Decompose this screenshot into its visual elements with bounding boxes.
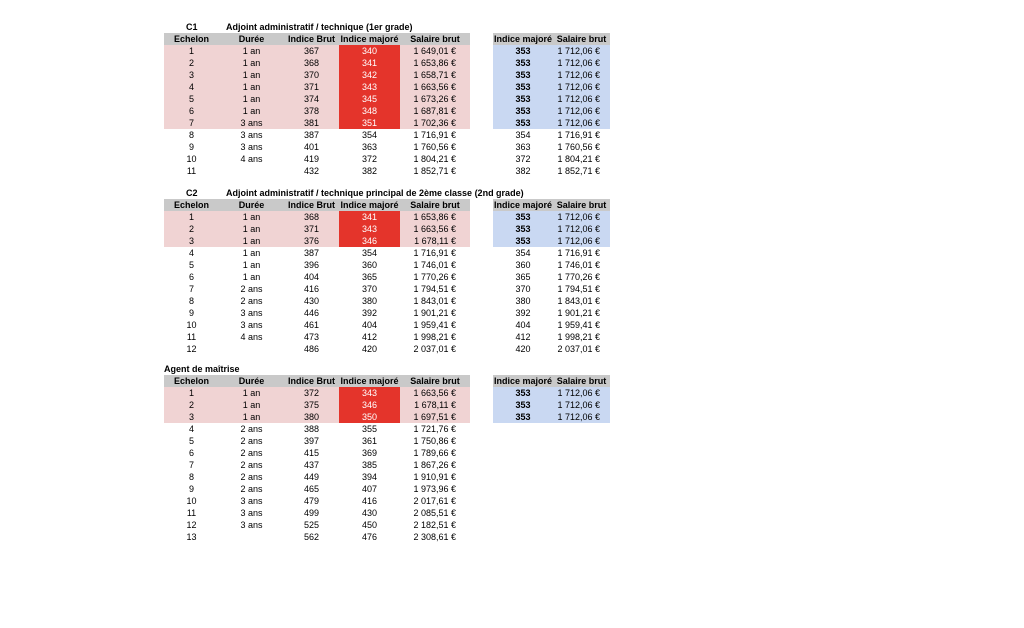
column-header-duree: Durée (219, 199, 284, 211)
cell-brut: 375 (284, 399, 339, 411)
table-row (0, 319, 1024, 331)
cell-duree: 1 an (219, 81, 284, 93)
table-row (0, 295, 1024, 307)
side-cell-majore: 420 (515, 344, 531, 354)
cell-salaire: 1 678,11 € (400, 235, 470, 247)
cell-brut: 499 (303, 508, 320, 518)
side-cell-salaire: 1 760,56 € (557, 142, 600, 152)
table-row (0, 165, 1024, 177)
cell-echelon: 3 (164, 235, 219, 247)
side-cell-majore: 365 (515, 272, 531, 282)
grade-code: C2 (186, 188, 198, 198)
cell-echelon: 5 (188, 436, 194, 446)
column-header-duree: Durée (219, 375, 284, 387)
cell-majore: 385 (361, 460, 378, 470)
cell-salaire: 1 843,01 € (413, 296, 456, 306)
cell-echelon: 12 (186, 520, 197, 530)
side-cell-salaire: 1 712,06 € (553, 81, 610, 93)
cell-salaire: 1 673,26 € (400, 93, 470, 105)
cell-majore: 382 (361, 166, 378, 176)
cell-echelon: 10 (186, 320, 197, 330)
side-cell-majore: 392 (515, 308, 531, 318)
cell-majore: 450 (361, 520, 378, 530)
side-cell-majore: 353 (493, 69, 553, 81)
cell-brut: 415 (303, 448, 320, 458)
cell-brut: 380 (284, 411, 339, 423)
table-row (0, 307, 1024, 319)
side-cell-majore: 360 (515, 260, 531, 270)
cell-echelon: 6 (188, 448, 194, 458)
column-header-brut: Indice Brut (284, 199, 339, 211)
cell-brut: 388 (303, 424, 320, 434)
cell-salaire: 1 663,56 € (400, 81, 470, 93)
cell-majore: 412 (361, 332, 378, 342)
cell-majore: 365 (361, 272, 378, 282)
cell-echelon: 2 (164, 399, 219, 411)
cell-salaire: 1 702,36 € (400, 117, 470, 129)
cell-brut: 416 (303, 284, 320, 294)
column-header-echelon: Echelon (164, 199, 219, 211)
cell-salaire: 1 867,26 € (413, 460, 456, 470)
cell-duree: 1 an (219, 235, 284, 247)
table-row (0, 507, 1024, 519)
table-row (0, 411, 1024, 423)
column-header-duree: Durée (219, 33, 284, 45)
cell-echelon: 7 (188, 284, 194, 294)
table-row (0, 531, 1024, 543)
side-column-header-majore: Indice majoré (493, 34, 553, 44)
cell-echelon: 11 (186, 508, 197, 518)
cell-brut: 562 (303, 532, 320, 542)
side-cell-salaire: 1 712,06 € (553, 117, 610, 129)
cell-echelon: 1 (164, 211, 219, 223)
table-row (0, 459, 1024, 471)
side-cell-majore: 353 (493, 223, 553, 235)
cell-salaire: 2 308,61 € (413, 532, 456, 542)
cell-brut: 371 (284, 81, 339, 93)
cell-echelon: 9 (188, 142, 194, 152)
table-row (0, 247, 1024, 259)
cell-brut: 432 (303, 166, 320, 176)
cell-brut: 378 (284, 105, 339, 117)
side-cell-majore: 353 (493, 387, 553, 399)
cell-majore: 420 (361, 344, 378, 354)
side-cell-majore: 354 (515, 130, 531, 140)
cell-duree: 3 ans (240, 496, 263, 506)
cell-duree: 3 ans (240, 142, 263, 152)
side-cell-majore: 353 (493, 399, 553, 411)
column-header-brut: Indice Brut (284, 33, 339, 45)
cell-salaire: 1 804,21 € (413, 154, 456, 164)
cell-echelon: 7 (188, 460, 194, 470)
side-cell-salaire: 1 712,06 € (553, 93, 610, 105)
cell-duree: 1 an (219, 45, 284, 57)
cell-brut: 525 (303, 520, 320, 530)
cell-brut: 368 (284, 57, 339, 69)
side-cell-majore: 353 (493, 57, 553, 69)
cell-majore: 343 (339, 387, 400, 399)
cell-brut: 446 (303, 308, 320, 318)
cell-majore: 380 (361, 296, 378, 306)
cell-duree: 1 an (242, 248, 261, 258)
cell-echelon: 11 (186, 332, 197, 342)
side-cell-salaire: 1 901,21 € (557, 308, 600, 318)
cell-salaire: 1 770,26 € (413, 272, 456, 282)
table-row (0, 495, 1024, 507)
side-cell-salaire: 1 712,06 € (553, 399, 610, 411)
cell-duree: 2 ans (240, 448, 263, 458)
cell-duree: 1 an (242, 260, 261, 270)
cell-brut: 371 (284, 223, 339, 235)
cell-majore: 372 (361, 154, 378, 164)
cell-salaire: 1 687,81 € (400, 105, 470, 117)
cell-echelon: 8 (188, 472, 194, 482)
cell-duree: 1 an (219, 399, 284, 411)
cell-salaire: 1 658,71 € (400, 69, 470, 81)
table-header (0, 199, 1024, 211)
cell-duree: 3 ans (240, 308, 263, 318)
cell-duree: 1 an (219, 69, 284, 81)
cell-echelon: 2 (164, 223, 219, 235)
cell-duree: 1 an (219, 223, 284, 235)
table-row (0, 223, 1024, 235)
cell-duree: 4 ans (240, 332, 263, 342)
cell-echelon: 13 (186, 532, 197, 542)
cell-duree (219, 531, 284, 543)
cell-duree: 2 ans (240, 296, 263, 306)
cell-salaire: 1 750,86 € (413, 436, 456, 446)
cell-majore: 361 (361, 436, 378, 446)
cell-majore: 354 (361, 130, 378, 140)
side-cell-salaire: 1 843,01 € (557, 296, 600, 306)
cell-salaire: 1 852,71 € (413, 166, 456, 176)
cell-brut: 396 (303, 260, 320, 270)
cell-majore: 404 (361, 320, 378, 330)
side-cell-majore: 370 (515, 284, 531, 294)
cell-majore: 363 (361, 142, 378, 152)
side-cell-salaire: 1 716,91 € (557, 248, 600, 258)
cell-salaire: 1 653,86 € (400, 211, 470, 223)
side-cell-majore: 353 (493, 411, 553, 423)
cell-echelon: 1 (164, 45, 219, 57)
cell-echelon: 1 (164, 387, 219, 399)
table-row (0, 271, 1024, 283)
cell-majore: 392 (361, 308, 378, 318)
cell-duree: 3 ans (240, 130, 263, 140)
cell-majore: 341 (339, 211, 400, 223)
cell-echelon: 11 (186, 166, 197, 176)
cell-majore: 369 (361, 448, 378, 458)
column-header-brut: Indice Brut (284, 375, 339, 387)
cell-brut: 381 (284, 117, 339, 129)
cell-duree (219, 343, 284, 355)
side-cell-salaire: 1 998,21 € (557, 332, 600, 342)
cell-brut: 376 (284, 235, 339, 247)
cell-salaire: 1 697,51 € (400, 411, 470, 423)
side-column-header-salaire: Salaire brut (553, 199, 610, 211)
cell-duree: 1 an (219, 105, 284, 117)
grade-title: Agent de maîtrise (164, 364, 240, 374)
cell-echelon: 3 (164, 411, 219, 423)
cell-majore: 416 (361, 496, 378, 506)
cell-salaire: 1 760,56 € (413, 142, 456, 152)
cell-echelon: 6 (188, 272, 194, 282)
side-cell-salaire: 1 712,06 € (553, 387, 610, 399)
column-header-majore: Indice majoré (340, 34, 399, 44)
cell-duree: 2 ans (240, 484, 263, 494)
grade-title: Adjoint administratif / technique (1er grade) (226, 22, 413, 32)
side-cell-salaire: 1 770,26 € (557, 272, 600, 282)
side-column-header-majore: Indice majoré (493, 376, 553, 386)
side-cell-salaire: 1 804,21 € (557, 154, 600, 164)
cell-duree: 3 ans (240, 320, 263, 330)
side-cell-majore: 354 (515, 248, 531, 258)
column-header-salaire: Salaire brut (400, 375, 470, 387)
side-cell-majore: 363 (515, 142, 531, 152)
cell-echelon: 8 (188, 296, 194, 306)
cell-majore: 370 (361, 284, 378, 294)
cell-majore: 346 (339, 399, 400, 411)
cell-brut: 461 (303, 320, 320, 330)
table-row (0, 519, 1024, 531)
cell-brut: 449 (303, 472, 320, 482)
cell-duree (219, 165, 284, 177)
cell-majore: 354 (361, 248, 378, 258)
side-cell-majore: 353 (493, 45, 553, 57)
cell-echelon: 10 (186, 496, 197, 506)
side-cell-salaire: 1 712,06 € (553, 211, 610, 223)
cell-majore: 394 (361, 472, 378, 482)
cell-majore: 351 (339, 117, 400, 129)
side-cell-salaire: 1 746,01 € (557, 260, 600, 270)
table-row (0, 153, 1024, 165)
side-cell-salaire: 1 712,06 € (553, 235, 610, 247)
cell-salaire: 1 721,76 € (413, 424, 456, 434)
cell-brut: 397 (303, 436, 320, 446)
cell-duree: 3 ans (240, 520, 263, 530)
cell-echelon: 5 (164, 93, 219, 105)
cell-salaire: 1 910,91 € (413, 472, 456, 482)
side-cell-salaire: 1 712,06 € (553, 411, 610, 423)
side-cell-majore: 353 (493, 81, 553, 93)
table-row (0, 45, 1024, 57)
side-column-header-salaire: Salaire brut (553, 375, 610, 387)
cell-duree: 1 an (219, 387, 284, 399)
side-column-header-salaire: Salaire brut (553, 33, 610, 45)
column-header-salaire: Salaire brut (400, 199, 470, 211)
table-row (0, 93, 1024, 105)
cell-echelon: 4 (164, 81, 219, 93)
cell-salaire: 1 663,56 € (400, 223, 470, 235)
side-cell-majore: 353 (493, 117, 553, 129)
cell-echelon: 2 (164, 57, 219, 69)
grade-code: C1 (186, 22, 198, 32)
cell-brut: 486 (303, 344, 320, 354)
cell-majore: 407 (361, 484, 378, 494)
cell-salaire: 1 649,01 € (400, 45, 470, 57)
cell-echelon: 7 (164, 117, 219, 129)
table-row (0, 81, 1024, 93)
cell-duree: 2 ans (240, 460, 263, 470)
cell-brut: 404 (303, 272, 320, 282)
cell-duree: 3 ans (240, 508, 263, 518)
cell-salaire: 2 017,61 € (413, 496, 456, 506)
side-cell-majore: 412 (515, 332, 531, 342)
cell-majore: 360 (361, 260, 378, 270)
cell-brut: 401 (303, 142, 320, 152)
cell-brut: 372 (284, 387, 339, 399)
table-row (0, 283, 1024, 295)
cell-salaire: 1 973,96 € (413, 484, 456, 494)
cell-echelon: 10 (186, 154, 197, 164)
table-row (0, 387, 1024, 399)
cell-echelon: 8 (188, 130, 194, 140)
cell-duree: 4 ans (240, 154, 263, 164)
cell-brut: 374 (284, 93, 339, 105)
side-cell-salaire: 1 712,06 € (553, 57, 610, 69)
side-cell-salaire: 1 712,06 € (553, 105, 610, 117)
side-cell-majore: 382 (515, 166, 531, 176)
cell-salaire: 1 678,11 € (400, 399, 470, 411)
cell-majore: 343 (339, 223, 400, 235)
cell-brut: 419 (303, 154, 320, 164)
table-row (0, 69, 1024, 81)
cell-salaire: 1 959,41 € (413, 320, 456, 330)
cell-duree: 1 an (219, 411, 284, 423)
table-row (0, 105, 1024, 117)
side-cell-salaire: 1 852,71 € (557, 166, 600, 176)
table-row (0, 435, 1024, 447)
side-cell-salaire: 1 712,06 € (553, 45, 610, 57)
side-cell-salaire: 1 712,06 € (553, 223, 610, 235)
table-row (0, 471, 1024, 483)
cell-duree: 2 ans (240, 436, 263, 446)
cell-duree: 1 an (219, 211, 284, 223)
cell-brut: 479 (303, 496, 320, 506)
cell-salaire: 2 085,51 € (413, 508, 456, 518)
table-row (0, 331, 1024, 343)
cell-majore: 355 (361, 424, 378, 434)
cell-majore: 340 (339, 45, 400, 57)
cell-duree: 1 an (219, 57, 284, 69)
cell-echelon: 9 (188, 484, 194, 494)
cell-salaire: 1 716,91 € (413, 248, 456, 258)
cell-majore: 430 (361, 508, 378, 518)
side-cell-majore: 353 (493, 93, 553, 105)
cell-majore: 476 (361, 532, 378, 542)
cell-echelon: 12 (186, 344, 197, 354)
column-header-echelon: Echelon (164, 33, 219, 45)
table-row (0, 57, 1024, 69)
table-header (0, 375, 1024, 387)
column-header-majore: Indice majoré (340, 200, 399, 210)
side-cell-majore: 372 (515, 154, 531, 164)
cell-salaire: 2 037,01 € (413, 344, 456, 354)
column-header-echelon: Echelon (164, 375, 219, 387)
cell-echelon: 5 (188, 260, 194, 270)
cell-salaire: 1 663,56 € (400, 387, 470, 399)
cell-brut: 437 (303, 460, 320, 470)
table-row (0, 399, 1024, 411)
cell-salaire: 1 998,21 € (413, 332, 456, 342)
cell-echelon: 9 (188, 308, 194, 318)
side-cell-majore: 353 (493, 211, 553, 223)
side-column-header-majore: Indice majoré (493, 200, 553, 210)
cell-echelon: 4 (188, 424, 194, 434)
table-row (0, 259, 1024, 271)
cell-brut: 430 (303, 296, 320, 306)
cell-majore: 345 (339, 93, 400, 105)
cell-duree: 2 ans (240, 284, 263, 294)
side-cell-majore: 404 (515, 320, 531, 330)
cell-brut: 367 (284, 45, 339, 57)
cell-duree: 3 ans (219, 117, 284, 129)
side-cell-salaire: 1 712,06 € (553, 69, 610, 81)
table-row (0, 211, 1024, 223)
cell-echelon: 4 (188, 248, 194, 258)
cell-brut: 465 (303, 484, 320, 494)
cell-echelon: 6 (164, 105, 219, 117)
side-cell-salaire: 1 716,91 € (557, 130, 600, 140)
cell-brut: 387 (303, 248, 320, 258)
cell-majore: 342 (339, 69, 400, 81)
cell-salaire: 2 182,51 € (413, 520, 456, 530)
table-row (0, 129, 1024, 141)
column-header-majore: Indice majoré (340, 376, 399, 386)
cell-duree: 2 ans (240, 424, 263, 434)
side-cell-majore: 353 (493, 235, 553, 247)
cell-duree: 2 ans (240, 472, 263, 482)
cell-majore: 350 (339, 411, 400, 423)
cell-majore: 341 (339, 57, 400, 69)
side-cell-majore: 380 (515, 296, 531, 306)
side-cell-salaire: 2 037,01 € (557, 344, 600, 354)
cell-brut: 368 (284, 211, 339, 223)
side-cell-salaire: 1 959,41 € (557, 320, 600, 330)
table-row (0, 235, 1024, 247)
cell-salaire: 1 789,66 € (413, 448, 456, 458)
grade-title: Adjoint administratif / technique principal de 2ème classe (2nd grade) (226, 188, 524, 198)
cell-majore: 343 (339, 81, 400, 93)
cell-majore: 346 (339, 235, 400, 247)
table-row (0, 117, 1024, 129)
table-row (0, 483, 1024, 495)
cell-duree: 1 an (242, 272, 261, 282)
cell-brut: 387 (303, 130, 320, 140)
side-cell-salaire: 1 794,51 € (557, 284, 600, 294)
table-header (0, 33, 1024, 45)
table-row (0, 141, 1024, 153)
cell-duree: 1 an (219, 93, 284, 105)
table-row (0, 343, 1024, 355)
cell-brut: 370 (284, 69, 339, 81)
cell-salaire: 1 653,86 € (400, 57, 470, 69)
table-row (0, 423, 1024, 435)
cell-salaire: 1 746,01 € (413, 260, 456, 270)
cell-brut: 473 (303, 332, 320, 342)
table-row (0, 447, 1024, 459)
cell-salaire: 1 901,21 € (413, 308, 456, 318)
cell-majore: 348 (339, 105, 400, 117)
side-cell-majore: 353 (493, 105, 553, 117)
cell-salaire: 1 716,91 € (413, 130, 456, 140)
cell-echelon: 3 (164, 69, 219, 81)
column-header-salaire: Salaire brut (400, 33, 470, 45)
cell-salaire: 1 794,51 € (413, 284, 456, 294)
